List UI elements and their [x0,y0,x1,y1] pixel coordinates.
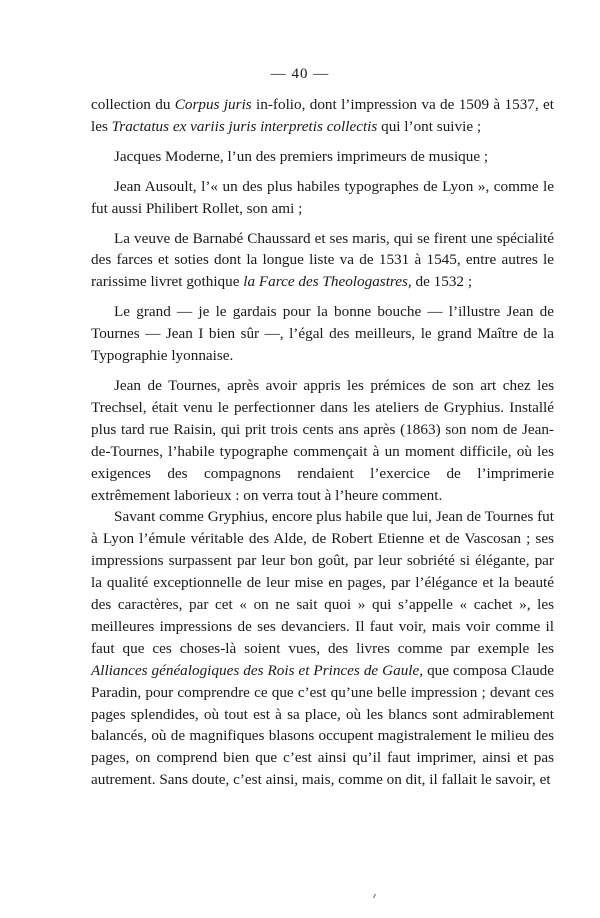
text-segment: Jean de Tournes, après avoir appris les prémices de son art chez les Trechsel, était venu le perfectionner dans les ateliers de Gryphius. Installé plus tard rue Raisin, qui prit trois cents ans après (1863) son nom de Jean-de-Tournes, l’habile typographe commençait à un moment difficile, où les exigences des compagnons rendaient l’exercice de l’imprimerie extrêmement laborieux : on verra tout à l’heure comment. [91,376,554,504]
text-segment: in-folio, dont l’impression va de 1509 à 1537, et les [91,96,554,135]
text-segment: collection du [91,96,175,113]
text-segment: qui l’ont suivie ; [377,117,482,135]
paragraph-1 [91,94,554,138]
text-segment: La veuve de Barnabé Chaussard et ses maris, qui se firent une spécialité des farces et soties dont la longue liste va de 1531 à 1545, entre autres le rarissime livret gothique [91,229,554,291]
text-segment: Jacques Moderne, l’un des premiers imprimeurs de musique ; [114,147,489,165]
text-segment: que composa Claude Paradin, pour comprendre ce que c’est qu’une belle impression ; devant ces pages splendides, où tout est à sa place, où les blancs sont admirablement balancés, où de magnifiques blasons occupent magistralement le milieu des pages, on comprend bien que c’est ainsi qu’il faut imprimer, ainsi et pas autrement. Sans doute, c’est ainsi, mais, comme on dit, il fallait le savoir, et [91,661,555,789]
paragraph-6 [91,375,554,506]
italic-title: Tractatus ex variis juris interpretis collectis [111,117,378,135]
paragraph-3 [91,176,554,220]
paragraph-4 [91,228,554,294]
text-segment: Jean Ausoult, l’« un des plus habiles typographes de Lyon », comme le fut aussi Philibert Rollet, son ami ; [91,177,554,217]
text-segment: de 1532 ; [411,273,473,291]
text-segment: Le grand — je le gardais pour la bonne bouche — l’illustre Jean de Tournes — Jean I bien sûr —, l’égal des meilleurs, le grand Maître de la Typographie lyonnaise. [91,303,554,365]
paragraph-5 [91,301,554,367]
page-number: — 40 — [270,66,330,82]
text-segment: Savant comme Gryphius, encore plus habile que lui, Jean de Tournes fut à Lyon l’émule véritable des Alde, de Robert Etienne et de Vascosan ; ses impressions surpassent par leur bon goût, par leur sobriété si élégante, par la qualité exceptionnelle de leur mise en pages, par l’élégance et la beauté des caractères, par cet « on ne sait quoi » qui s’appelle « cachet », les meilleures impressions de ses devanciers. Il faut voir, mais voir comme il faut que ces choses-là soient vues, des livres comme par exemple les [91,508,554,657]
italic-title: Corpus juris [174,96,252,113]
italic-title: la Farce des Theologastres, [243,273,412,291]
paragraph-2 [91,146,554,168]
paragraph-7 [91,506,554,791]
stray-mark [373,894,379,898]
italic-title: Alliances généalogiques des Rois et Princes de Gaule, [91,661,424,679]
body-text [91,94,554,791]
